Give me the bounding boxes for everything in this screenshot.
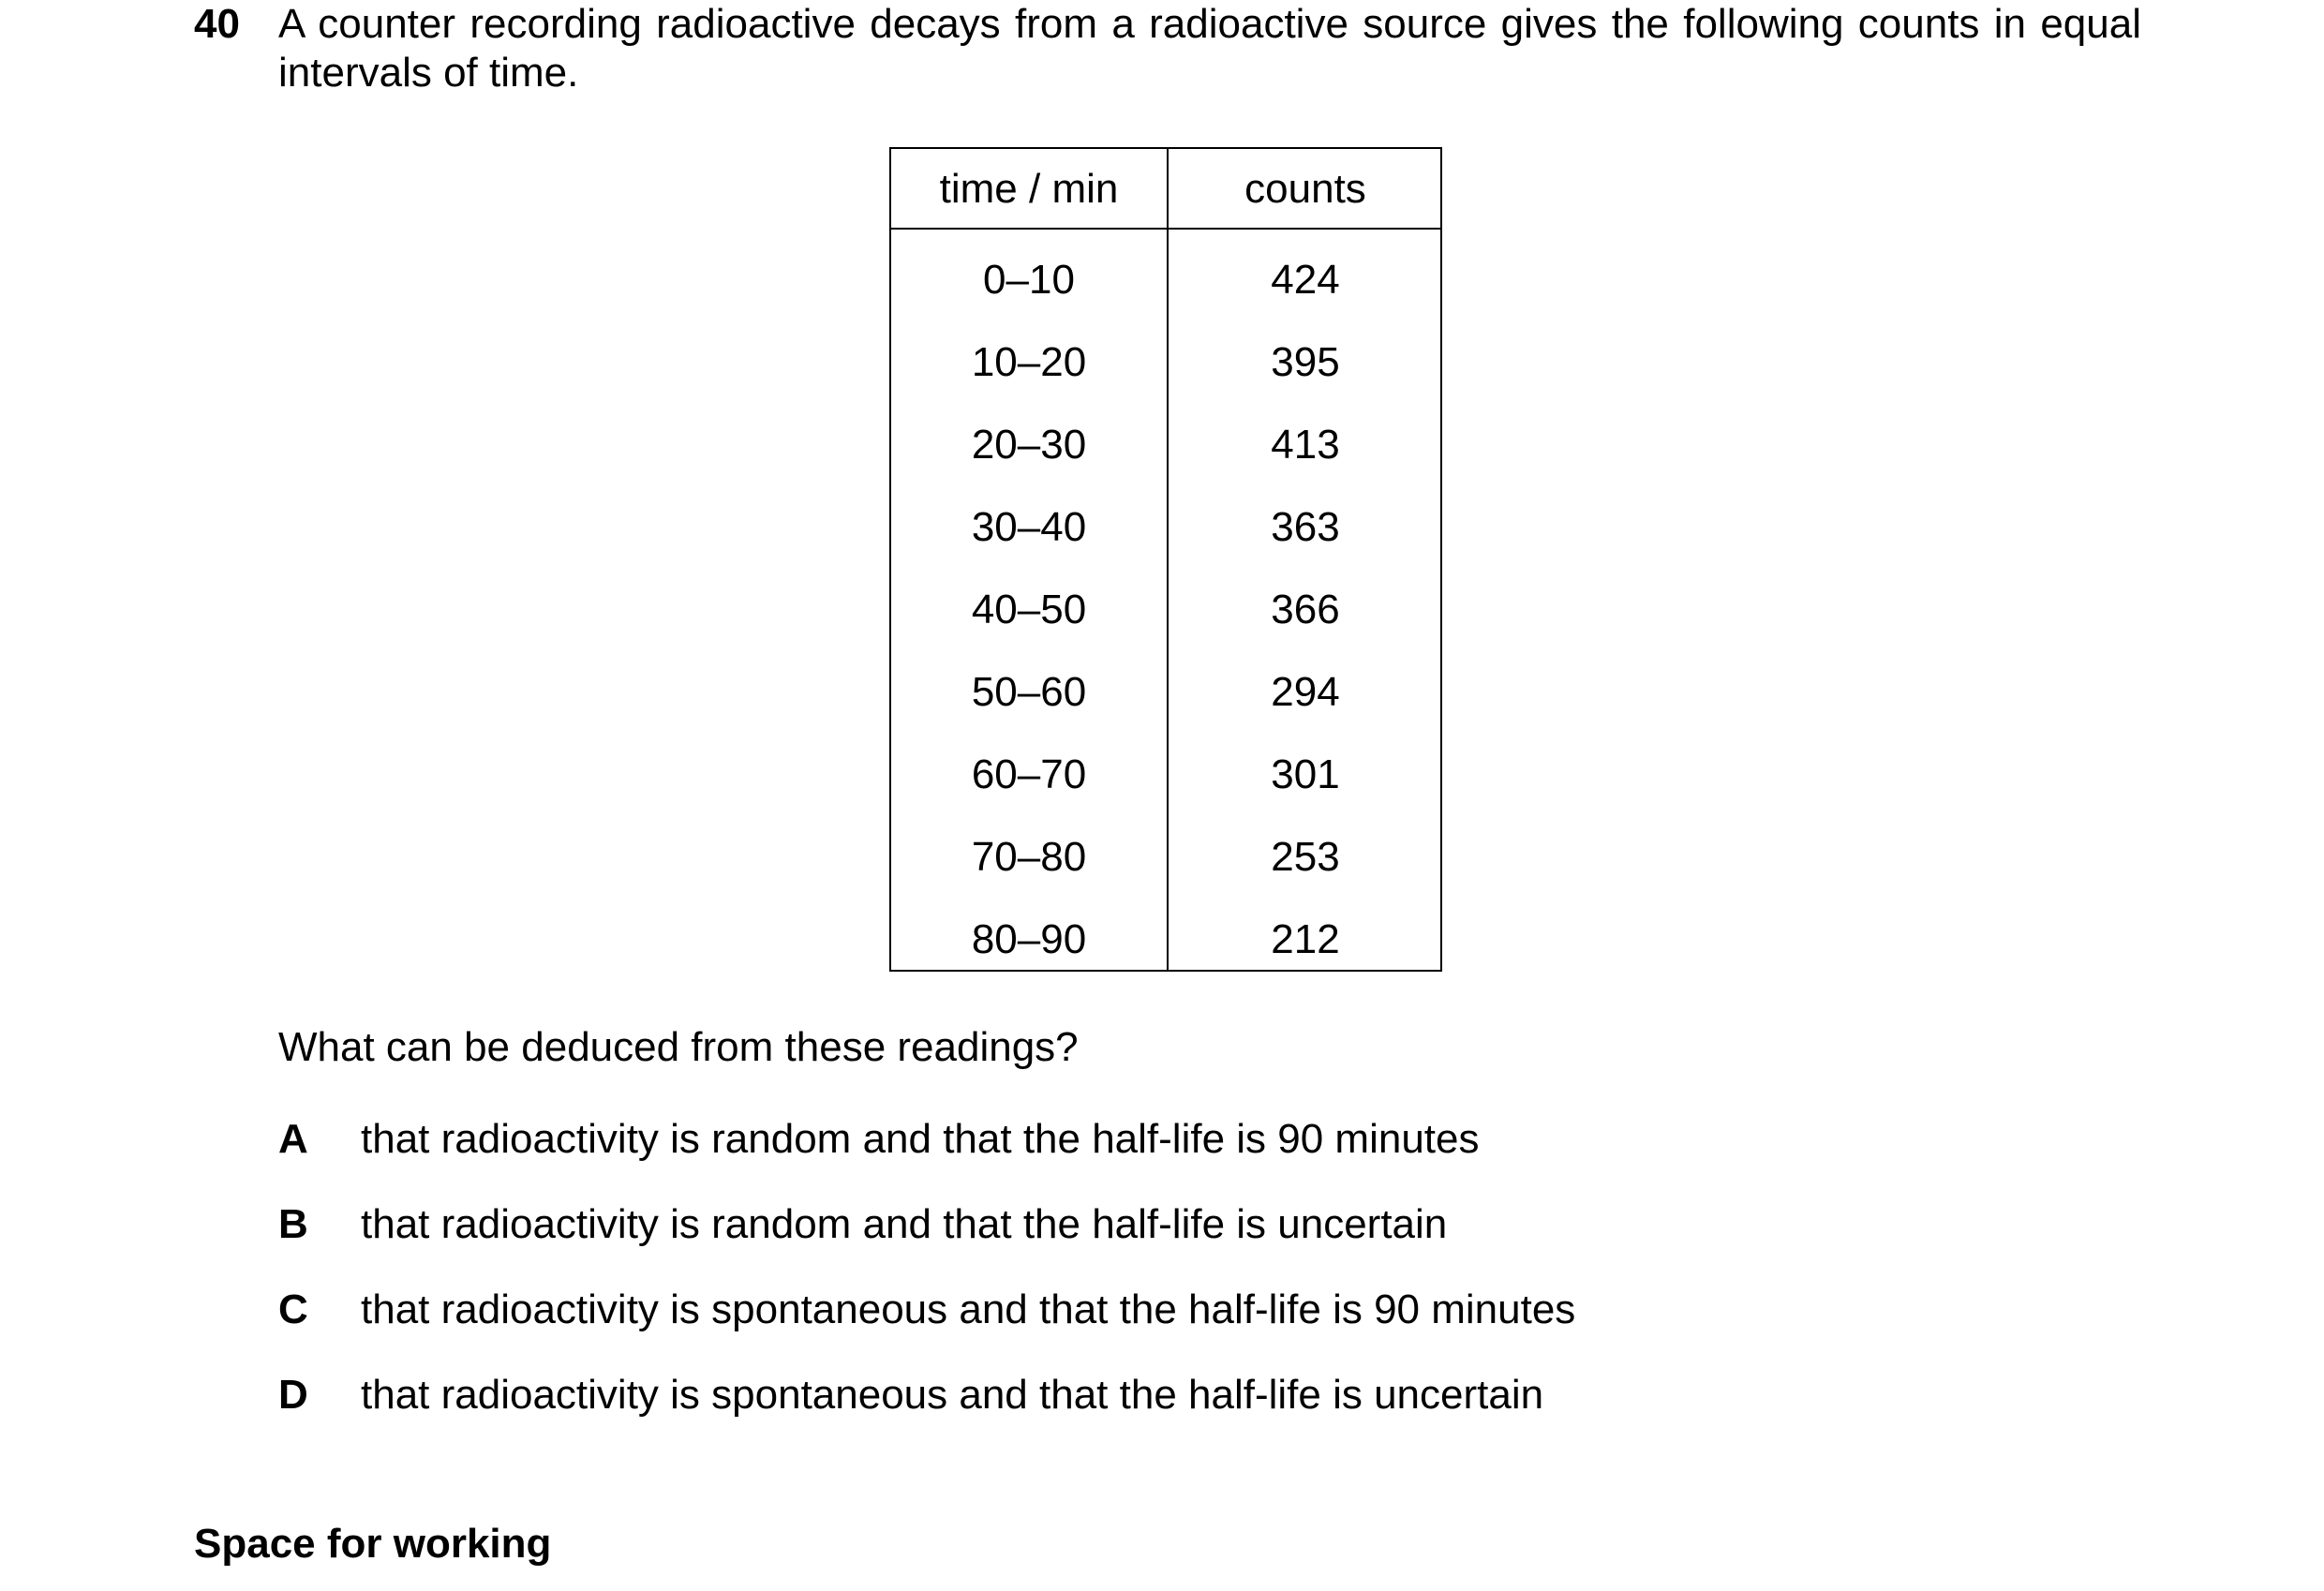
- table-row: [891, 651, 1440, 734]
- time-cell: 10–20: [971, 339, 1087, 385]
- time-cell: 50–60: [971, 669, 1087, 715]
- table-row: [891, 816, 1440, 899]
- counts-cell: 294: [1271, 669, 1340, 715]
- counts-cell: 424: [1271, 257, 1340, 303]
- counts-cell: 253: [1271, 834, 1340, 880]
- question-number: 40: [194, 1, 240, 47]
- header-counts: counts: [1244, 166, 1366, 212]
- counts-cell: 366: [1271, 587, 1340, 632]
- table-row: [891, 239, 1440, 321]
- counts-cell: 212: [1271, 916, 1340, 962]
- table-row: [891, 734, 1440, 816]
- time-cell: 30–40: [971, 504, 1087, 550]
- option-letter: A: [278, 1116, 308, 1162]
- table-row: [891, 899, 1440, 981]
- counts-table: [889, 147, 1442, 972]
- space-for-working-label: Space for working: [194, 1521, 552, 1567]
- table-row: [891, 486, 1440, 569]
- option-text: that radioactivity is spontaneous and that the half-life is uncertain: [361, 1372, 1544, 1418]
- option-text: that radioactivity is spontaneous and that the half-life is 90 minutes: [361, 1286, 1576, 1332]
- option-text: that radioactivity is random and that the half-life is uncertain: [361, 1201, 1448, 1247]
- question-prompt: What can be deduced from these readings?: [278, 1024, 1079, 1070]
- counts-cell: 395: [1271, 339, 1340, 385]
- option-letter: B: [278, 1201, 308, 1247]
- question-stem: A counter recording radioactive decays from a radioactive source gives the following counts in equal intervals of time.: [278, 1, 2141, 96]
- option-letter: D: [278, 1372, 308, 1418]
- time-cell: 40–50: [971, 587, 1087, 632]
- table-body: [891, 230, 1440, 981]
- counts-cell: 301: [1271, 751, 1340, 797]
- table-row: [891, 321, 1440, 404]
- header-time: time / min: [939, 166, 1119, 212]
- time-cell: 0–10: [983, 257, 1075, 303]
- time-cell: 80–90: [971, 916, 1087, 962]
- counts-cell: 363: [1271, 504, 1340, 550]
- table-row: [891, 404, 1440, 486]
- time-cell: 20–30: [971, 422, 1087, 468]
- time-cell: 70–80: [971, 834, 1087, 880]
- counts-cell: 413: [1271, 422, 1340, 468]
- option-text: that radioactivity is random and that the half-life is 90 minutes: [361, 1116, 1480, 1162]
- option-letter: C: [278, 1286, 308, 1332]
- table-row: [891, 569, 1440, 651]
- time-cell: 60–70: [971, 751, 1087, 797]
